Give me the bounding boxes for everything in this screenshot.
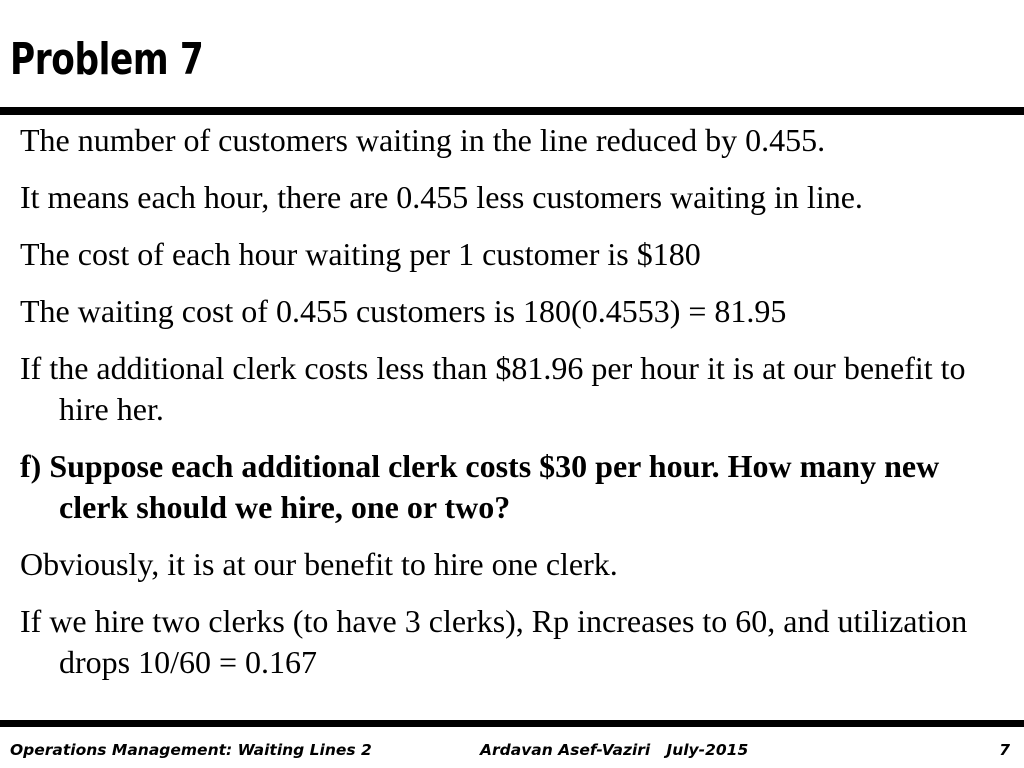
- slide-body: [20, 120, 1015, 699]
- body-paragraph-1: The number of customers waiting in the line reduced by 0.455.: [20, 122, 826, 158]
- body-paragraph-7: Obviously, it is at our benefit to hire one clerk.: [20, 546, 618, 582]
- body-paragraph-3: The cost of each hour waiting per 1 customer is $180: [20, 236, 701, 272]
- body-paragraph-2: It means each hour, there are 0.455 less customers waiting in line.: [20, 179, 863, 215]
- body-paragraph-5: If the additional clerk costs less than $81.96 per hour it is at our benefit to hire her.: [20, 350, 966, 427]
- footer-author-date: Ardavan Asef-Vaziri July-2015: [480, 741, 749, 759]
- footer-divider: [0, 720, 1024, 727]
- question-f: f) Suppose each additional clerk costs $30 per hour. How many new clerk should we hire, one or two?: [20, 448, 940, 525]
- body-paragraph-4: The waiting cost of 0.455 customers is 180(0.4553) = 81.95: [20, 293, 787, 329]
- footer-course: Operations Management: Waiting Lines 2: [10, 741, 372, 759]
- slide-title: Problem 7: [10, 34, 204, 85]
- footer-page-number: 7: [999, 741, 1010, 759]
- title-divider: [0, 107, 1024, 115]
- body-paragraph-8: If we hire two clerks (to have 3 clerks), Rp increases to 60, and utilization drops 10/60 = 0.167: [20, 603, 968, 680]
